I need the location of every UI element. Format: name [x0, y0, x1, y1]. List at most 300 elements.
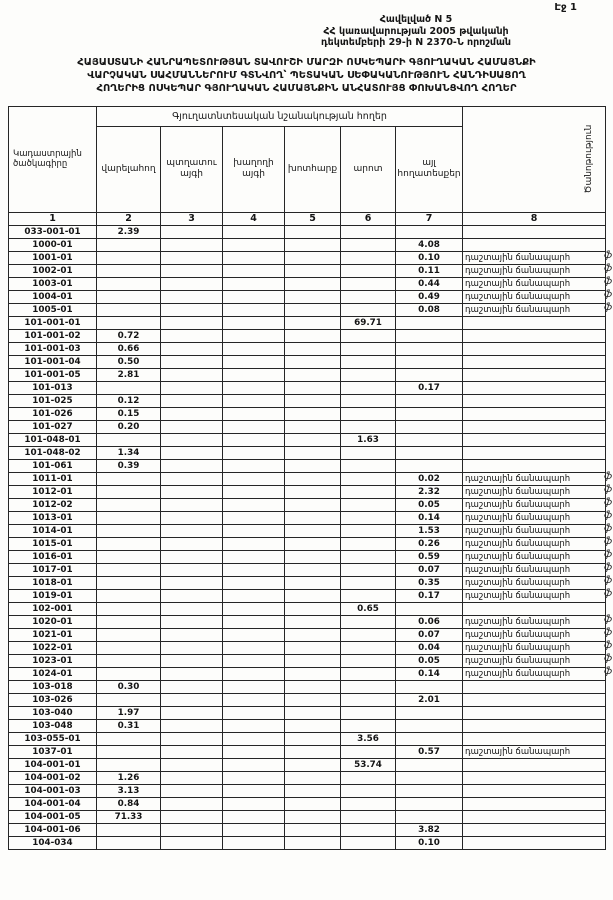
area-value-cell — [97, 550, 161, 563]
cadastral-code-cell: 104-001-04 — [9, 797, 97, 810]
area-value-cell — [223, 602, 285, 615]
note-cell: դաշտային ճանապարհ ֆ — [463, 641, 606, 654]
area-value-cell — [223, 251, 285, 264]
cadastral-code-cell: 101-001-02 — [9, 329, 97, 342]
area-value-cell — [223, 758, 285, 771]
area-value-cell — [161, 797, 223, 810]
table-row — [9, 810, 606, 823]
area-value-cell — [285, 537, 341, 550]
area-value-cell — [223, 485, 285, 498]
area-value-cell — [285, 355, 341, 368]
table-row — [9, 654, 606, 667]
area-value-cell — [223, 836, 285, 849]
table-row — [9, 693, 606, 706]
cadastral-code-cell: 1024-01 — [9, 667, 97, 680]
area-value-cell — [285, 485, 341, 498]
area-value-cell — [223, 368, 285, 381]
page-number: Էջ 1 — [554, 2, 577, 13]
cadastral-code-cell: 103-055-01 — [9, 732, 97, 745]
area-value-cell — [161, 537, 223, 550]
area-value-cell — [161, 836, 223, 849]
area-value-cell — [285, 472, 341, 485]
area-value-cell — [97, 381, 161, 394]
cadastral-code-cell: 1018-01 — [9, 576, 97, 589]
note-cell: դաշտային ճանապարհ ֆ — [463, 576, 606, 589]
cadastral-code-cell: 1011-01 — [9, 472, 97, 485]
area-value-cell: 0.14 — [396, 511, 463, 524]
area-value-cell — [161, 238, 223, 251]
area-value-cell — [161, 745, 223, 758]
area-value-cell — [341, 823, 396, 836]
area-value-cell — [161, 316, 223, 329]
document-title — [0, 56, 613, 95]
note-cell — [463, 420, 606, 433]
table-row — [9, 472, 606, 485]
table-row — [9, 498, 606, 511]
area-value-cell — [285, 654, 341, 667]
area-value-cell — [97, 563, 161, 576]
appendix-block — [261, 14, 571, 49]
cadastral-code-cell: 104-001-02 — [9, 771, 97, 784]
area-value-cell — [223, 303, 285, 316]
area-value-cell: 0.08 — [396, 303, 463, 316]
table-row — [9, 537, 606, 550]
cadastral-code-cell: 1014-01 — [9, 524, 97, 537]
note-cell — [463, 719, 606, 732]
cadastral-code-cell: 1020-01 — [9, 615, 97, 628]
area-value-cell — [223, 394, 285, 407]
note-cell — [463, 407, 606, 420]
cadastral-code-cell: 101-001-05 — [9, 368, 97, 381]
area-value-cell — [341, 342, 396, 355]
area-value-cell — [223, 342, 285, 355]
note-cell: դաշտային ճանապարհ ֆ — [463, 615, 606, 628]
area-value-cell — [97, 303, 161, 316]
area-value-cell — [285, 641, 341, 654]
column-number: 1 — [9, 212, 97, 225]
area-value-cell — [161, 264, 223, 277]
area-value-cell: 0.31 — [97, 719, 161, 732]
note-cell: դաշտային ճանապարհ — [463, 745, 606, 758]
appendix-title: Հավելված N 5 — [379, 14, 453, 25]
area-value-cell: 2.81 — [97, 368, 161, 381]
note-cell: դաշտային ճանապարհ ֆ — [463, 511, 606, 524]
area-value-cell: 0.12 — [97, 394, 161, 407]
note-cell — [463, 459, 606, 472]
cadastral-code-cell: 1037-01 — [9, 745, 97, 758]
note-cell: դաշտային ճանապարհ ֆ — [463, 654, 606, 667]
area-value-cell — [97, 524, 161, 537]
area-value-cell — [223, 823, 285, 836]
area-value-cell — [161, 446, 223, 459]
table-row — [9, 355, 606, 368]
area-value-cell: 0.10 — [396, 836, 463, 849]
area-value-cell — [285, 420, 341, 433]
area-value-cell — [97, 511, 161, 524]
subcolumn-header: արոտ — [341, 126, 396, 212]
area-value-cell — [223, 511, 285, 524]
area-value-cell — [341, 277, 396, 290]
area-value-cell — [341, 472, 396, 485]
area-value-cell — [341, 485, 396, 498]
table-row — [9, 758, 606, 771]
note-cell — [463, 238, 606, 251]
area-value-cell — [285, 758, 341, 771]
area-value-cell — [161, 355, 223, 368]
area-value-cell: 1.53 — [396, 524, 463, 537]
table-row — [9, 576, 606, 589]
handwritten-mark-icon: ֆ — [603, 574, 613, 586]
note-cell: դաշտային ճանապարհ ֆ — [463, 537, 606, 550]
cadastral-code-cell: 1005-01 — [9, 303, 97, 316]
area-value-cell — [223, 641, 285, 654]
area-value-cell — [223, 680, 285, 693]
table-row — [9, 602, 606, 615]
area-value-cell: 0.59 — [396, 550, 463, 563]
handwritten-mark-icon: ֆ — [603, 275, 613, 287]
cadastral-code-cell: 101-001-01 — [9, 316, 97, 329]
area-value-cell — [341, 550, 396, 563]
area-value-cell — [97, 589, 161, 602]
note-cell: դաշտային ճանապարհ ֆ — [463, 472, 606, 485]
area-value-cell: 0.65 — [341, 602, 396, 615]
area-value-cell — [285, 511, 341, 524]
cadastral-code-cell: 101-025 — [9, 394, 97, 407]
area-value-cell: 0.50 — [97, 355, 161, 368]
area-value-cell — [161, 303, 223, 316]
area-value-cell — [97, 251, 161, 264]
area-value-cell — [341, 836, 396, 849]
area-value-cell — [396, 394, 463, 407]
area-value-cell — [341, 381, 396, 394]
area-value-cell — [285, 498, 341, 511]
area-value-cell — [97, 264, 161, 277]
title-line-1: ՀԱՅԱՍՏԱՆԻ ՀԱՆՐԱՊԵՏՈՒԹՅԱՆ ՏԱՎՈՒՇԻ ՄԱՐԶԻ ՈՍԿԵՊԱՐԻ ԳՅՈՒՂԱԿԱՆ ՀԱՄԱՅՆՔԻ — [77, 56, 536, 68]
area-value-cell: 0.05 — [396, 498, 463, 511]
note-column-header-label: Ծանոթություն — [584, 124, 595, 194]
area-value-cell — [161, 433, 223, 446]
area-value-cell — [341, 771, 396, 784]
area-value-cell: 71.33 — [97, 810, 161, 823]
area-value-cell — [285, 615, 341, 628]
area-value-cell — [97, 693, 161, 706]
area-value-cell — [161, 784, 223, 797]
table-row — [9, 524, 606, 537]
area-value-cell — [161, 680, 223, 693]
cadastral-code-cell: 103-018 — [9, 680, 97, 693]
area-value-cell — [97, 433, 161, 446]
area-value-cell — [341, 745, 396, 758]
table-row — [9, 316, 606, 329]
area-value-cell — [396, 459, 463, 472]
table-row — [9, 290, 606, 303]
area-value-cell: 0.44 — [396, 277, 463, 290]
area-value-cell — [97, 823, 161, 836]
area-value-cell — [223, 732, 285, 745]
area-value-cell — [341, 459, 396, 472]
table-row — [9, 706, 606, 719]
area-value-cell — [341, 446, 396, 459]
area-value-cell — [285, 342, 341, 355]
header-numbers-row — [9, 212, 606, 225]
area-value-cell: 3.56 — [341, 732, 396, 745]
cadastral-code-cell: 1001-01 — [9, 251, 97, 264]
area-value-cell — [223, 576, 285, 589]
area-value-cell — [161, 602, 223, 615]
cadastral-code-cell: 1012-02 — [9, 498, 97, 511]
table-row — [9, 225, 606, 238]
table-row — [9, 550, 606, 563]
cadastral-code-cell: 033-001-01 — [9, 225, 97, 238]
area-value-cell: 0.66 — [97, 342, 161, 355]
area-value-cell: 0.30 — [97, 680, 161, 693]
area-value-cell: 0.10 — [396, 251, 463, 264]
note-cell — [463, 784, 606, 797]
area-value-cell — [161, 810, 223, 823]
area-value-cell — [223, 537, 285, 550]
cadastral-code-cell: 102-001 — [9, 602, 97, 615]
area-value-cell — [161, 654, 223, 667]
area-value-cell — [341, 576, 396, 589]
cadastral-code-cell: 104-034 — [9, 836, 97, 849]
area-value-cell — [396, 810, 463, 823]
area-value-cell: 0.04 — [396, 641, 463, 654]
table-row — [9, 628, 606, 641]
area-value-cell: 0.35 — [396, 576, 463, 589]
area-value-cell — [161, 511, 223, 524]
table-row — [9, 381, 606, 394]
area-value-cell — [396, 706, 463, 719]
area-value-cell — [161, 407, 223, 420]
area-value-cell — [97, 472, 161, 485]
cadastral-code-cell: 1004-01 — [9, 290, 97, 303]
handwritten-mark-icon: ֆ — [603, 522, 613, 534]
handwritten-mark-icon: ֆ — [603, 262, 613, 274]
note-cell: դաշտային ճանապարհ ֆ — [463, 303, 606, 316]
area-value-cell — [223, 316, 285, 329]
area-value-cell — [396, 355, 463, 368]
area-value-cell — [341, 498, 396, 511]
area-value-cell — [341, 706, 396, 719]
note-cell — [463, 433, 606, 446]
note-cell — [463, 602, 606, 615]
area-value-cell: 2.39 — [97, 225, 161, 238]
note-cell — [463, 771, 606, 784]
cadastral-code-cell: 1017-01 — [9, 563, 97, 576]
area-value-cell: 0.06 — [396, 615, 463, 628]
area-value-cell — [396, 758, 463, 771]
area-value-cell — [396, 719, 463, 732]
area-value-cell — [161, 472, 223, 485]
area-value-cell — [161, 342, 223, 355]
table-row — [9, 667, 606, 680]
area-value-cell: 0.39 — [97, 459, 161, 472]
area-value-cell — [396, 446, 463, 459]
area-value-cell — [223, 810, 285, 823]
area-value-cell — [223, 524, 285, 537]
area-value-cell — [223, 615, 285, 628]
area-value-cell — [396, 329, 463, 342]
area-value-cell — [285, 732, 341, 745]
area-value-cell — [161, 251, 223, 264]
note-cell: դաշտային ճանապարհ ֆ — [463, 589, 606, 602]
area-value-cell — [285, 433, 341, 446]
table-row — [9, 511, 606, 524]
area-value-cell: 0.49 — [396, 290, 463, 303]
area-value-cell — [223, 381, 285, 394]
area-value-cell — [285, 693, 341, 706]
area-value-cell — [341, 784, 396, 797]
area-value-cell: 0.07 — [396, 563, 463, 576]
area-value-cell — [285, 797, 341, 810]
handwritten-mark-icon: ֆ — [603, 288, 613, 300]
area-value-cell: 0.14 — [396, 667, 463, 680]
area-value-cell — [97, 277, 161, 290]
table-row — [9, 433, 606, 446]
area-value-cell — [223, 459, 285, 472]
area-value-cell — [285, 225, 341, 238]
handwritten-mark-icon: ֆ — [603, 652, 613, 664]
cadastral-code-cell: 1019-01 — [9, 589, 97, 602]
decree-line-2: դեկտեմբերի 29-ի N 2370-Ն որոշման — [320, 37, 512, 48]
area-value-cell — [285, 745, 341, 758]
table-row — [9, 797, 606, 810]
area-value-cell — [161, 394, 223, 407]
column-number: 7 — [396, 212, 463, 225]
cadastral-code-cell: 1023-01 — [9, 654, 97, 667]
area-value-cell: 0.17 — [396, 381, 463, 394]
cadastral-code-cell: 1003-01 — [9, 277, 97, 290]
area-value-cell — [161, 459, 223, 472]
cadastral-code-cell: 101-013 — [9, 381, 97, 394]
area-value-cell — [97, 836, 161, 849]
note-cell — [463, 758, 606, 771]
area-value-cell: 2.32 — [396, 485, 463, 498]
area-value-cell — [285, 719, 341, 732]
area-value-cell — [97, 537, 161, 550]
handwritten-mark-icon: ֆ — [603, 470, 613, 482]
area-value-cell — [396, 732, 463, 745]
area-value-cell: 0.02 — [396, 472, 463, 485]
area-value-cell — [161, 277, 223, 290]
area-value-cell — [285, 381, 341, 394]
area-value-cell — [223, 797, 285, 810]
area-value-cell — [341, 511, 396, 524]
area-value-cell — [223, 225, 285, 238]
note-cell — [463, 368, 606, 381]
area-value-cell — [396, 420, 463, 433]
column-number: 3 — [161, 212, 223, 225]
note-cell: դաշտային ճանապարհ ֆ — [463, 251, 606, 264]
note-cell — [463, 680, 606, 693]
area-value-cell — [285, 810, 341, 823]
area-value-cell — [341, 615, 396, 628]
column-number: 4 — [223, 212, 285, 225]
handwritten-mark-icon: ֆ — [603, 561, 613, 573]
area-value-cell: 53.74 — [341, 758, 396, 771]
area-value-cell — [341, 251, 396, 264]
area-value-cell — [97, 628, 161, 641]
table-row — [9, 459, 606, 472]
table-row — [9, 264, 606, 277]
area-value-cell — [161, 771, 223, 784]
area-value-cell — [161, 524, 223, 537]
area-value-cell — [285, 706, 341, 719]
subcolumn-header: այլ հողատեսքեր — [396, 126, 463, 212]
note-cell — [463, 329, 606, 342]
area-value-cell — [341, 628, 396, 641]
area-value-cell — [341, 407, 396, 420]
area-value-cell — [396, 316, 463, 329]
area-value-cell — [223, 355, 285, 368]
area-value-cell — [223, 550, 285, 563]
area-value-cell — [161, 719, 223, 732]
cadastral-code-cell: 1000-01 — [9, 238, 97, 251]
area-value-cell — [223, 706, 285, 719]
note-cell — [463, 355, 606, 368]
note-cell — [463, 381, 606, 394]
area-value-cell — [341, 719, 396, 732]
area-value-cell — [285, 446, 341, 459]
area-value-cell — [341, 680, 396, 693]
area-value-cell: 0.11 — [396, 264, 463, 277]
area-value-cell: 3.13 — [97, 784, 161, 797]
table-row — [9, 641, 606, 654]
area-value-cell — [341, 693, 396, 706]
area-value-cell — [285, 264, 341, 277]
area-value-cell — [223, 628, 285, 641]
area-value-cell: 0.20 — [97, 420, 161, 433]
area-value-cell: 0.17 — [396, 589, 463, 602]
area-value-cell — [161, 732, 223, 745]
handwritten-mark-icon: ֆ — [603, 665, 613, 677]
land-transfer-table — [8, 106, 613, 850]
area-value-cell — [396, 784, 463, 797]
area-value-cell — [223, 654, 285, 667]
area-value-cell — [285, 589, 341, 602]
area-value-cell — [161, 693, 223, 706]
note-cell: դաշտային ճանապարհ ֆ — [463, 264, 606, 277]
area-value-cell — [161, 498, 223, 511]
table-row — [9, 329, 606, 342]
area-value-cell — [285, 823, 341, 836]
area-value-cell — [97, 654, 161, 667]
note-cell — [463, 836, 606, 849]
area-value-cell — [341, 264, 396, 277]
area-value-cell — [341, 524, 396, 537]
area-value-cell: 3.82 — [396, 823, 463, 836]
area-value-cell — [161, 563, 223, 576]
handwritten-mark-icon: ֆ — [603, 483, 613, 495]
area-value-cell — [341, 589, 396, 602]
cadastral-code-header-label: Կադաստրային ծածկագիրը — [13, 148, 82, 169]
area-value-cell: 2.01 — [396, 693, 463, 706]
title-line-2: ՎԱՐՉԱԿԱՆ ՍԱՀՄԱՆՆԵՐՈՒՄ ԳՏՆՎՈՂ՝ ՊԵՏԱԿԱՆ ՍԵՓԱԿԱՆՈՒԹՅՈՒՆ ՀԱՆԴԻՍԱՑՈՂ — [87, 69, 526, 81]
cadastral-code-cell: 1013-01 — [9, 511, 97, 524]
cadastral-code-cell: 1002-01 — [9, 264, 97, 277]
note-cell — [463, 732, 606, 745]
area-value-cell — [223, 771, 285, 784]
area-value-cell: 1.97 — [97, 706, 161, 719]
handwritten-mark-icon: ֆ — [603, 249, 613, 261]
handwritten-mark-icon: ֆ — [603, 626, 613, 638]
area-value-cell — [223, 563, 285, 576]
area-value-cell — [396, 342, 463, 355]
agricultural-lands-group-header: Գյուղատնտեսական նշանակության հողեր — [97, 106, 463, 126]
area-value-cell — [341, 810, 396, 823]
table-row — [9, 251, 606, 264]
table-row — [9, 277, 606, 290]
